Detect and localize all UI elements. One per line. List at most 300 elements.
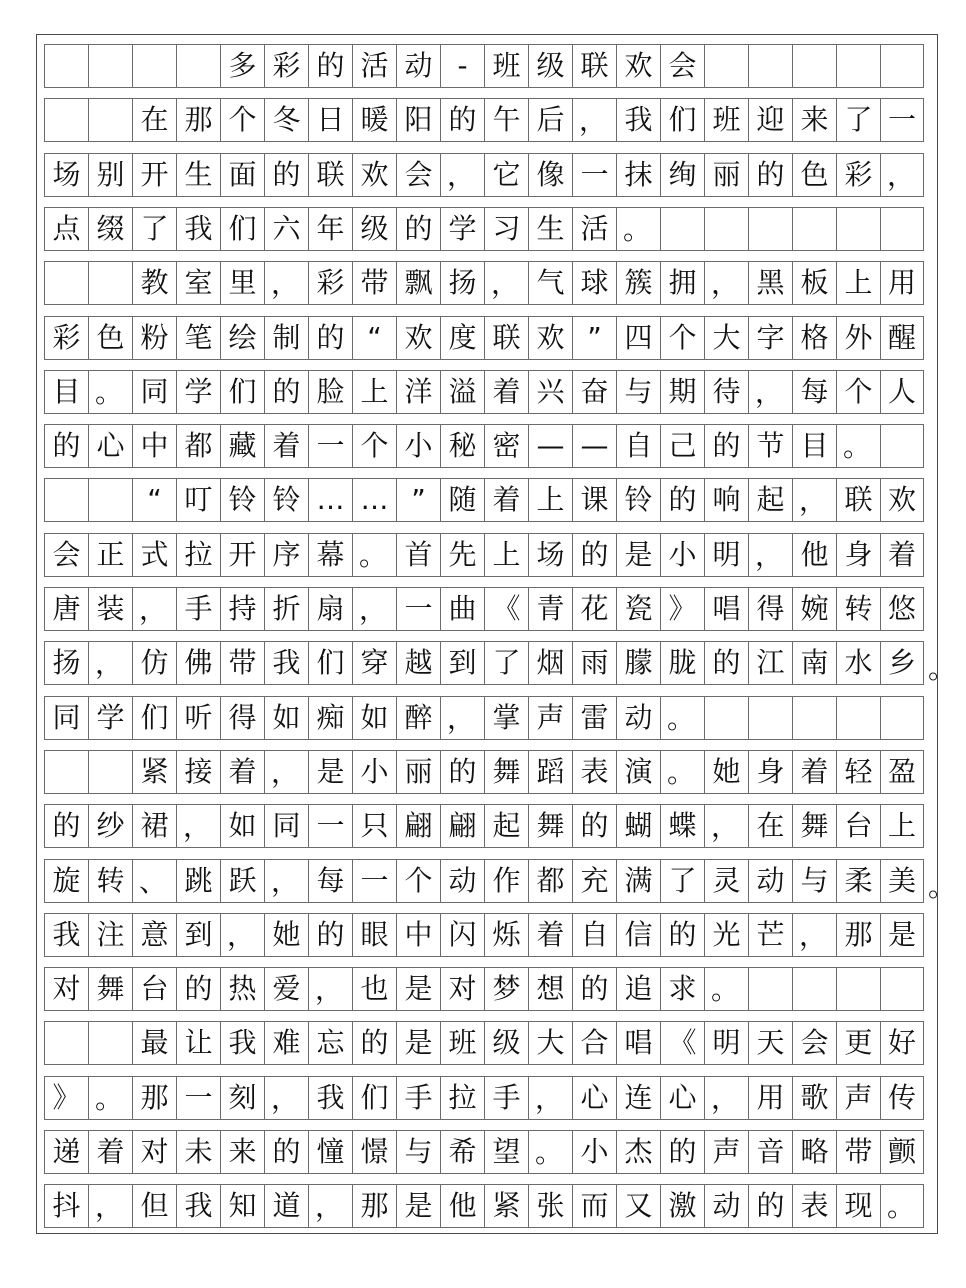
grid-cell: 演 [616, 750, 660, 794]
grid-cell: 的 [572, 533, 616, 577]
grid-cell: 那 [836, 913, 880, 957]
grid-cell: 柔 [836, 859, 880, 903]
grid-cell: 仿 [132, 641, 176, 685]
grid-cell: 传 [880, 1076, 924, 1120]
grid-cell: 中 [396, 913, 440, 957]
grid-cell: “ [132, 478, 176, 522]
grid-cell: 》 [660, 587, 704, 631]
grid-cell: 个 [660, 316, 704, 360]
grid-cell [176, 44, 220, 88]
grid-cell: 递 [44, 1130, 88, 1174]
grid-cell: 转 [88, 859, 132, 903]
grid-cell: 求 [660, 967, 704, 1011]
grid-cell: ， [308, 967, 352, 1011]
grid-cell: ” [396, 478, 440, 522]
grid-cell: 拉 [176, 533, 220, 577]
grid-cell: 舞 [528, 804, 572, 848]
grid-cell: 与 [792, 859, 836, 903]
grid-cell: 们 [660, 98, 704, 142]
grid-cell: 追 [616, 967, 660, 1011]
grid-cell: 意 [132, 913, 176, 957]
grid-cell: 表 [572, 750, 616, 794]
grid-cell: ， [220, 913, 264, 957]
grid-row [44, 207, 924, 251]
grid-cell: 着 [220, 750, 264, 794]
grid-cell [836, 696, 880, 740]
grid-cell: 的 [352, 1021, 396, 1065]
grid-cell: ， [748, 370, 792, 414]
grid-cell: ， [88, 641, 132, 685]
grid-cell: 歌 [792, 1076, 836, 1120]
grid-cell: 雨 [572, 641, 616, 685]
grid-cell: 个 [220, 98, 264, 142]
grid-cell: ， [704, 261, 748, 305]
grid-cell: 心 [660, 1076, 704, 1120]
grid-cell: 越 [396, 641, 440, 685]
grid-cell: 朦 [616, 641, 660, 685]
grid-cell: 。 [660, 750, 704, 794]
grid-cell: 。 [880, 1184, 924, 1228]
grid-cell: 我 [308, 1076, 352, 1120]
grid-cell: 天 [748, 1021, 792, 1065]
grid-cell [748, 967, 792, 1011]
grid-cell: 缀 [88, 207, 132, 251]
grid-cell: 他 [440, 1184, 484, 1228]
grid-cell: 《 [484, 587, 528, 631]
grid-cell: 粉 [132, 316, 176, 360]
grid-cell: 。 [88, 1076, 132, 1120]
grid-cell: 的 [396, 207, 440, 251]
grid-cell: 颤 [880, 1130, 924, 1174]
grid-cell: 水 [836, 641, 880, 685]
grid-cell: 联 [836, 478, 880, 522]
grid-cell [836, 967, 880, 1011]
grid-cell: ， [308, 1184, 352, 1228]
grid-cell: 洋 [396, 370, 440, 414]
grid-cell: 拉 [440, 1076, 484, 1120]
grid-cell: 江 [748, 641, 792, 685]
grid-cell: 面 [220, 153, 264, 197]
grid-cell: 课 [572, 478, 616, 522]
grid-row [44, 533, 924, 577]
grid-cell [748, 44, 792, 88]
grid-cell: 青 [528, 587, 572, 631]
grid-cell: 抖 [44, 1184, 88, 1228]
grid-cell: 小 [572, 1130, 616, 1174]
grid-cell: 的 [264, 370, 308, 414]
grid-cell: 到 [440, 641, 484, 685]
grid-cell: 气 [528, 261, 572, 305]
grid-cell [44, 98, 88, 142]
grid-cell: 的 [440, 750, 484, 794]
grid-row [44, 587, 924, 631]
grid-cell: 绘 [220, 316, 264, 360]
grid-cell: 铃 [264, 478, 308, 522]
grid-cell: ， [440, 153, 484, 197]
grid-cell: 响 [704, 478, 748, 522]
grid-cell [88, 98, 132, 142]
grid-cell: 叮 [176, 478, 220, 522]
grid-cell: 一 [572, 153, 616, 197]
grid-cell: 对 [132, 1130, 176, 1174]
grid-cell [792, 696, 836, 740]
grid-row [44, 44, 924, 88]
grid-cell: 声 [528, 696, 572, 740]
grid-cell: 唱 [616, 1021, 660, 1065]
grid-cell: 扬 [440, 261, 484, 305]
grid-cell: 动 [396, 44, 440, 88]
grid-cell: 着 [880, 533, 924, 577]
grid-cell: 难 [264, 1021, 308, 1065]
grid-cell: 烟 [528, 641, 572, 685]
grid-cell: 上 [352, 370, 396, 414]
grid-cell: 目 [44, 370, 88, 414]
grid-cell [44, 44, 88, 88]
grid-cell: 同 [132, 370, 176, 414]
grid-cell: 盈 [880, 750, 924, 794]
grid-cell: 一 [396, 587, 440, 631]
grid-cell: 舞 [484, 750, 528, 794]
grid-cell: 待 [704, 370, 748, 414]
grid-cell: 一 [176, 1076, 220, 1120]
grid-cell: 知 [220, 1184, 264, 1228]
grid-row [44, 913, 924, 957]
grid-cell: 的 [308, 913, 352, 957]
grid-cell: — [572, 424, 616, 468]
grid-row [44, 1184, 924, 1228]
grid-cell: 对 [440, 967, 484, 1011]
grid-cell: 爱 [264, 967, 308, 1011]
grid-cell: 胧 [660, 641, 704, 685]
grid-cell: 们 [220, 207, 264, 251]
grid-cell: 略 [792, 1130, 836, 1174]
grid-cell: 室 [176, 261, 220, 305]
grid-cell: 欢 [880, 478, 924, 522]
grid-cell: 起 [748, 478, 792, 522]
grid-cell: 婉 [792, 587, 836, 631]
grid-cell: 装 [88, 587, 132, 631]
grid-cell: 四 [616, 316, 660, 360]
grid-cell: 手 [396, 1076, 440, 1120]
grid-cell: 纱 [88, 804, 132, 848]
grid-cell: 飘 [396, 261, 440, 305]
grid-cell: 激 [660, 1184, 704, 1228]
grid-row [44, 316, 924, 360]
grid-cell: 迎 [748, 98, 792, 142]
grid-cell: 的 [176, 967, 220, 1011]
grid-cell: 我 [176, 1184, 220, 1228]
grid-cell: 转 [836, 587, 880, 631]
grid-cell [880, 424, 924, 468]
grid-cell: 色 [792, 153, 836, 197]
grid-cell: 抹 [616, 153, 660, 197]
grid-cell: 舞 [88, 967, 132, 1011]
grid-cell: 个 [396, 859, 440, 903]
grid-cell [88, 750, 132, 794]
grid-cell: 我 [44, 913, 88, 957]
grid-cell: 梦 [484, 967, 528, 1011]
grid-cell: 。 [836, 424, 880, 468]
grid-cell: 们 [352, 1076, 396, 1120]
grid-row [44, 641, 924, 685]
grid-cell: 花 [572, 587, 616, 631]
grid-cell: 式 [132, 533, 176, 577]
grid-cell: 痴 [308, 696, 352, 740]
grid-cell: 了 [836, 98, 880, 142]
grid-cell [132, 44, 176, 88]
grid-cell: 丽 [396, 750, 440, 794]
grid-cell: 闪 [440, 913, 484, 957]
grid-cell: 同 [44, 696, 88, 740]
grid-cell [792, 207, 836, 251]
grid-cell: 动 [748, 859, 792, 903]
grid-cell: 穿 [352, 641, 396, 685]
grid-cell: 但 [132, 1184, 176, 1228]
grid-cell: 后 [528, 98, 572, 142]
grid-cell: 心 [88, 424, 132, 468]
grid-cell [836, 207, 880, 251]
grid-cell: 唱 [704, 587, 748, 631]
grid-cell: 字 [748, 316, 792, 360]
grid-cell: 是 [396, 967, 440, 1011]
grid-cell: 场 [528, 533, 572, 577]
grid-cell [88, 44, 132, 88]
grid-cell: 希 [440, 1130, 484, 1174]
grid-cell: 着 [792, 750, 836, 794]
grid-cell: 人 [880, 370, 924, 414]
grid-cell: 醉 [396, 696, 440, 740]
grid-cell: 明 [704, 533, 748, 577]
grid-row [44, 1021, 924, 1065]
grid-cell: 个 [352, 424, 396, 468]
grid-cell: 身 [836, 533, 880, 577]
grid-cell: ， [572, 98, 616, 142]
grid-cell [660, 207, 704, 251]
grid-cell: 黑 [748, 261, 792, 305]
grid-cell: 着 [484, 478, 528, 522]
grid-cell: 跳 [176, 859, 220, 903]
grid-cell: 上 [880, 804, 924, 848]
grid-cell: 最 [132, 1021, 176, 1065]
grid-cell: 丽 [704, 153, 748, 197]
grid-cell: 我 [264, 641, 308, 685]
grid-cell: 冬 [264, 98, 308, 142]
grid-cell: 欢 [528, 316, 572, 360]
grid-cell: 学 [440, 207, 484, 251]
grid-cell: 首 [396, 533, 440, 577]
grid-cell: 多 [220, 44, 264, 88]
grid-cell: 折 [264, 587, 308, 631]
grid-cell: 拥 [660, 261, 704, 305]
grid-cell: 台 [132, 967, 176, 1011]
grid-cell: 小 [396, 424, 440, 468]
grid-cell: 明 [704, 1021, 748, 1065]
grid-cell: 如 [220, 804, 264, 848]
grid-row [44, 261, 924, 305]
grid-cell: 是 [396, 1021, 440, 1065]
grid-cell: 上 [836, 261, 880, 305]
grid-cell: 了 [484, 641, 528, 685]
grid-cell: 小 [660, 533, 704, 577]
grid-cell: 他 [792, 533, 836, 577]
grid-cell: 会 [396, 153, 440, 197]
grid-cell: 的 [572, 804, 616, 848]
grid-cell: ， [264, 859, 308, 903]
grid-cell: 了 [660, 859, 704, 903]
grid-cell: 声 [836, 1076, 880, 1120]
grid-row [44, 478, 924, 522]
grid-cell: 暖 [352, 98, 396, 142]
grid-row [44, 153, 924, 197]
grid-cell: 忘 [308, 1021, 352, 1065]
grid-cell: 张 [528, 1184, 572, 1228]
grid-cell: 。 [528, 1130, 572, 1174]
grid-cell: 的 [440, 98, 484, 142]
grid-cell: 兴 [528, 370, 572, 414]
grid-cell: 与 [616, 370, 660, 414]
grid-cell: 我 [176, 207, 220, 251]
grid-cell: 习 [484, 207, 528, 251]
grid-cell: 们 [308, 641, 352, 685]
grid-cell: … [308, 478, 352, 522]
grid-cell: 的 [308, 44, 352, 88]
grid-cell: 都 [176, 424, 220, 468]
grid-cell: 带 [836, 1130, 880, 1174]
grid-cell: ， [792, 913, 836, 957]
grid-cell: 开 [132, 153, 176, 197]
grid-cell [88, 261, 132, 305]
grid-cell: 紧 [132, 750, 176, 794]
grid-cell: 大 [704, 316, 748, 360]
grid-cell: 瓷 [616, 587, 660, 631]
grid-cell: 藏 [220, 424, 264, 468]
grid-cell [748, 207, 792, 251]
grid-cell: 们 [220, 370, 264, 414]
grid-cell [792, 967, 836, 1011]
grid-cell: 的 [748, 1184, 792, 1228]
grid-cell: 自 [572, 913, 616, 957]
grid-cell: 的 [264, 1130, 308, 1174]
grid-cell: ” [572, 316, 616, 360]
grid-cell: 联 [572, 44, 616, 88]
grid-cell: 带 [220, 641, 264, 685]
grid-cell: 点 [44, 207, 88, 251]
grid-cell: 紧 [484, 1184, 528, 1228]
grid-cell: 里 [220, 261, 264, 305]
grid-cell: 动 [704, 1184, 748, 1228]
grid-cell: 与 [396, 1130, 440, 1174]
grid-cell: 杰 [616, 1130, 660, 1174]
grid-cell: 制 [264, 316, 308, 360]
grid-cell: 美 [880, 859, 924, 903]
grid-cell: 她 [704, 750, 748, 794]
grid-cell: 让 [176, 1021, 220, 1065]
grid-cell: 那 [176, 98, 220, 142]
grid-cell: 每 [308, 859, 352, 903]
grid-cell: 听 [176, 696, 220, 740]
grid-cell [44, 261, 88, 305]
grid-cell: 会 [44, 533, 88, 577]
grid-cell: 灵 [704, 859, 748, 903]
grid-cell: 期 [660, 370, 704, 414]
grid-cell: 乡 [880, 641, 924, 685]
grid-cell: ， [704, 1076, 748, 1120]
grid-cell: 联 [484, 316, 528, 360]
grid-cell: 幕 [308, 533, 352, 577]
grid-cell: 的 [660, 913, 704, 957]
grid-cell: 得 [220, 696, 264, 740]
grid-cell [88, 478, 132, 522]
grid-cell: 裙 [132, 804, 176, 848]
grid-cell: ， [748, 533, 792, 577]
grid-cell: 作 [484, 859, 528, 903]
grid-cell: 日 [308, 98, 352, 142]
grid-cell: ， [176, 804, 220, 848]
grid-cell: 阳 [396, 98, 440, 142]
grid-cell: 信 [616, 913, 660, 957]
grid-cell [44, 478, 88, 522]
grid-cell [704, 207, 748, 251]
grid-cell: 都 [528, 859, 572, 903]
grid-cell: 望 [484, 1130, 528, 1174]
grid-cell: 板 [792, 261, 836, 305]
grid-cell: 带 [352, 261, 396, 305]
grid-cell: 的 [44, 424, 88, 468]
grid-cell: ， [132, 587, 176, 631]
grid-cell: 节 [748, 424, 792, 468]
grid-cell: 又 [616, 1184, 660, 1228]
grid-cell: 着 [484, 370, 528, 414]
grid-cell [704, 44, 748, 88]
grid-cell: 翩 [440, 804, 484, 848]
grid-cell: 生 [176, 153, 220, 197]
grid-cell: 憬 [352, 1130, 396, 1174]
grid-cell: 班 [484, 44, 528, 88]
grid-cell: 蝴 [616, 804, 660, 848]
grid-cell: 到 [176, 913, 220, 957]
grid-cell: 用 [748, 1076, 792, 1120]
grid-cell: 蹈 [528, 750, 572, 794]
grid-cell: 满 [616, 859, 660, 903]
grid-cell: 的 [660, 1130, 704, 1174]
grid-cell: 。 [88, 370, 132, 414]
grid-cell: 掌 [484, 696, 528, 740]
grid-cell: 级 [352, 207, 396, 251]
grid-cell: 憧 [308, 1130, 352, 1174]
grid-cell: 未 [176, 1130, 220, 1174]
grid-cell: 小 [352, 750, 396, 794]
grid-cell: 悠 [880, 587, 924, 631]
grid-cell: 脸 [308, 370, 352, 414]
grid-cell [836, 44, 880, 88]
grid-cell: ， [704, 804, 748, 848]
grid-cell: 奋 [572, 370, 616, 414]
grid-cell: 。 [352, 533, 396, 577]
grid-cell: 雷 [572, 696, 616, 740]
grid-cell: 手 [484, 1076, 528, 1120]
grid-cell: 秘 [440, 424, 484, 468]
grid-cell: 欢 [616, 44, 660, 88]
grid-cell: 道 [264, 1184, 308, 1228]
grid-cell: 声 [704, 1130, 748, 1174]
grid-cell: 学 [88, 696, 132, 740]
grid-cell [880, 207, 924, 251]
grid-cell: 会 [660, 44, 704, 88]
grid-cell [880, 967, 924, 1011]
grid-cell: 着 [264, 424, 308, 468]
grid-cell: 欢 [352, 153, 396, 197]
grid-cell: 色 [88, 316, 132, 360]
